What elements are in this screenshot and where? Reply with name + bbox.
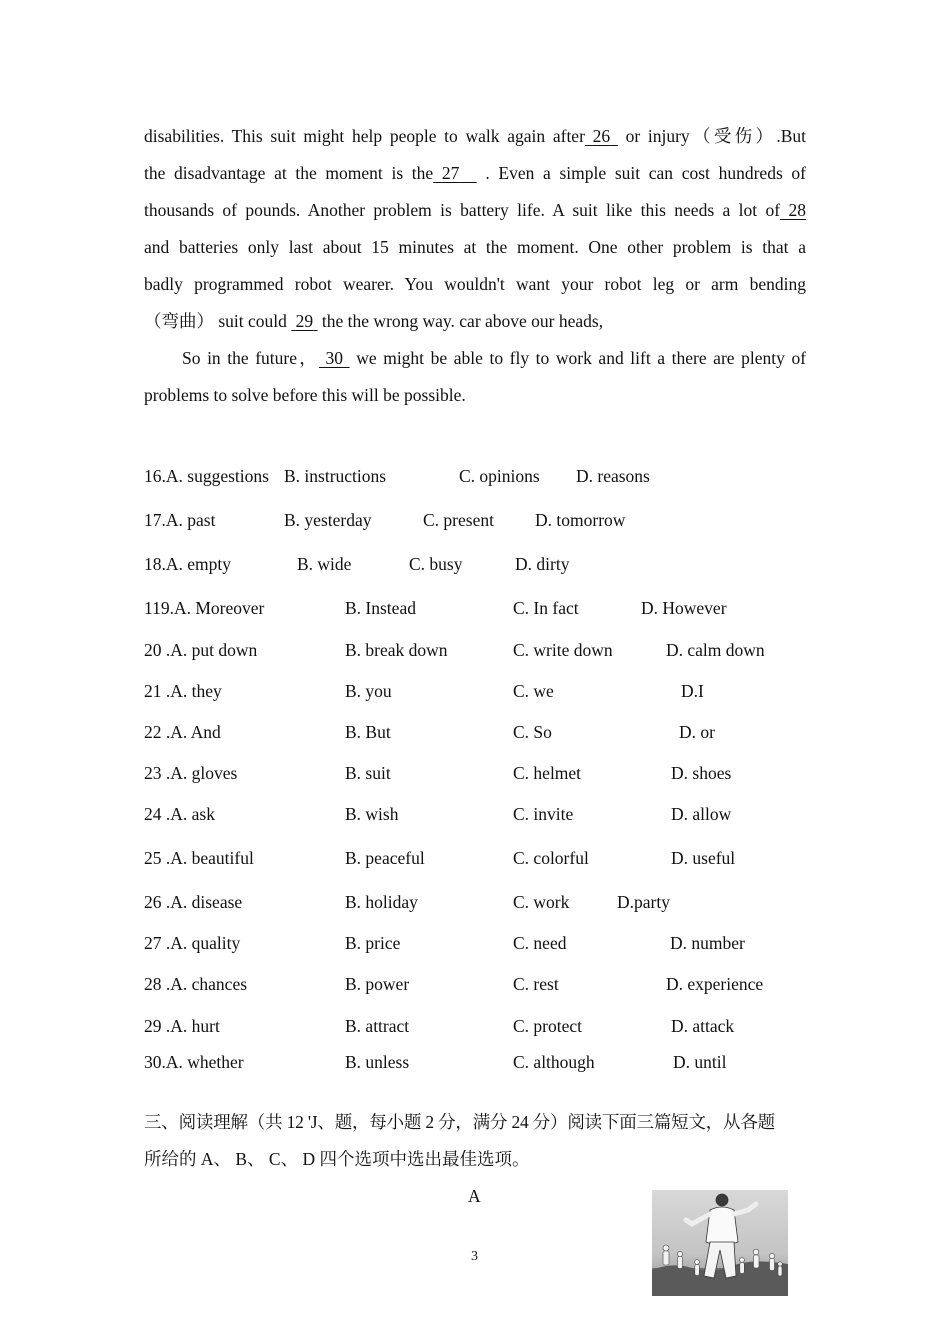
passage-a-label: A xyxy=(468,1186,481,1206)
option-a: 20 .A. put down xyxy=(144,640,258,660)
option-b: B. unless xyxy=(345,1052,410,1072)
option-d: D. experience xyxy=(666,974,764,994)
option-b: B. break down xyxy=(345,640,448,660)
option-b: B. holiday xyxy=(345,892,418,912)
option-a: 22 .A. And xyxy=(144,722,221,742)
passage-line: the disadvantage at the moment is the 27 . Even a simple suit can cost hundreds of xyxy=(144,163,806,183)
tai-chi-photo xyxy=(652,1190,788,1296)
option-a: 119.A. Moreover xyxy=(144,598,265,618)
option-d: D. attack xyxy=(671,1016,735,1036)
option-c: C. need xyxy=(513,933,567,953)
option-b: B. suit xyxy=(345,763,391,783)
option-b: B. instructions xyxy=(284,466,387,486)
option-d: D. shoes xyxy=(671,763,732,783)
blank-30: 30 xyxy=(325,348,344,368)
option-c: C. colorful xyxy=(513,848,589,868)
option-c: C. protect xyxy=(513,1016,583,1036)
option-b: B. you xyxy=(345,681,392,701)
option-c: C. write down xyxy=(513,640,613,660)
option-b: B. wish xyxy=(345,804,399,824)
option-c: C. In fact xyxy=(513,598,579,618)
option-a: 26 .A. disease xyxy=(144,892,243,912)
option-d: D.party xyxy=(617,892,670,912)
passage-line: thousands of pounds. Another problem is battery life. A suit like this needs a lot of 28 xyxy=(144,200,806,220)
option-c: C. helmet xyxy=(513,763,582,783)
passage-line: （弯曲） suit could 29 the the wrong way. car above our heads, xyxy=(144,311,604,331)
option-b: B. power xyxy=(345,974,410,994)
option-b: B. peaceful xyxy=(345,848,425,868)
option-a: 30.A. whether xyxy=(144,1052,244,1072)
option-a: 17.A. past xyxy=(144,510,216,530)
option-d: D. or xyxy=(679,722,715,742)
option-a: 27 .A. quality xyxy=(144,933,241,953)
option-d: D. calm down xyxy=(666,640,765,660)
option-c: C. work xyxy=(513,892,570,912)
option-d: D. allow xyxy=(671,804,732,824)
option-b: B. yesterday xyxy=(284,510,372,530)
option-c: C. we xyxy=(513,681,554,701)
option-d: D. dirty xyxy=(515,554,570,574)
blank-27: 27 xyxy=(441,163,460,183)
option-c: C. So xyxy=(513,722,552,742)
option-b: B. But xyxy=(345,722,391,742)
option-a: 28 .A. chances xyxy=(144,974,248,994)
option-c: C. busy xyxy=(409,554,463,574)
blank-28: 28 xyxy=(788,200,806,220)
option-c: C. rest xyxy=(513,974,559,994)
option-d: D. number xyxy=(670,933,745,953)
section-3-line: 三、阅读理解（共 12 'J、题，每小题 2 分，满分 24 分）阅读下面三篇短文，从各题 xyxy=(144,1112,775,1132)
passage-line: problems to solve before this will be possible. xyxy=(144,385,466,405)
option-b: B. attract xyxy=(345,1016,410,1036)
page-number: 3 xyxy=(471,1249,478,1264)
option-d: D. reasons xyxy=(576,466,650,486)
option-c: C. although xyxy=(513,1052,595,1072)
passage-text xyxy=(144,118,806,414)
option-c: C. present xyxy=(423,510,494,530)
option-a: 18.A. empty xyxy=(144,554,232,574)
option-b: B. wide xyxy=(297,554,352,574)
option-d: D. useful xyxy=(671,848,736,868)
option-d: D. However xyxy=(641,598,727,618)
option-b: B. price xyxy=(345,933,401,953)
passage-line: and batteries only last about 15 minutes at the moment. One other problem is that a xyxy=(144,237,806,257)
option-b: B. Instead xyxy=(345,598,416,618)
passage-line: disabilities. This suit might help people to walk again after 26 or injury（受伤）.But xyxy=(144,126,806,146)
section-3-line: 所给的 A、 B、 C、 D 四个选项中选出最佳选项。 xyxy=(144,1149,530,1169)
option-a: 16.A. suggestions xyxy=(144,466,269,486)
blank-26: 26 xyxy=(592,126,611,146)
passage-line: So in the future， 30 we might be able to fly to work and lift a there are plenty of xyxy=(182,348,806,368)
option-a: 29 .A. hurt xyxy=(144,1016,220,1036)
option-c: C. invite xyxy=(513,804,574,824)
option-a: 25 .A. beautiful xyxy=(144,848,254,868)
option-a: 23 .A. gloves xyxy=(144,763,238,783)
option-c: C. opinions xyxy=(459,466,540,486)
option-a: 21 .A. they xyxy=(144,681,222,701)
option-d: D.I xyxy=(681,681,704,701)
section-3-instructions xyxy=(144,1104,806,1178)
blank-29: 29 xyxy=(295,311,314,331)
option-d: D. tomorrow xyxy=(535,510,626,530)
option-a: 24 .A. ask xyxy=(144,804,215,824)
passage-line: badly programmed robot wearer. You wouldn't want your robot leg or arm bending xyxy=(144,274,806,294)
option-d: D. until xyxy=(673,1052,727,1072)
